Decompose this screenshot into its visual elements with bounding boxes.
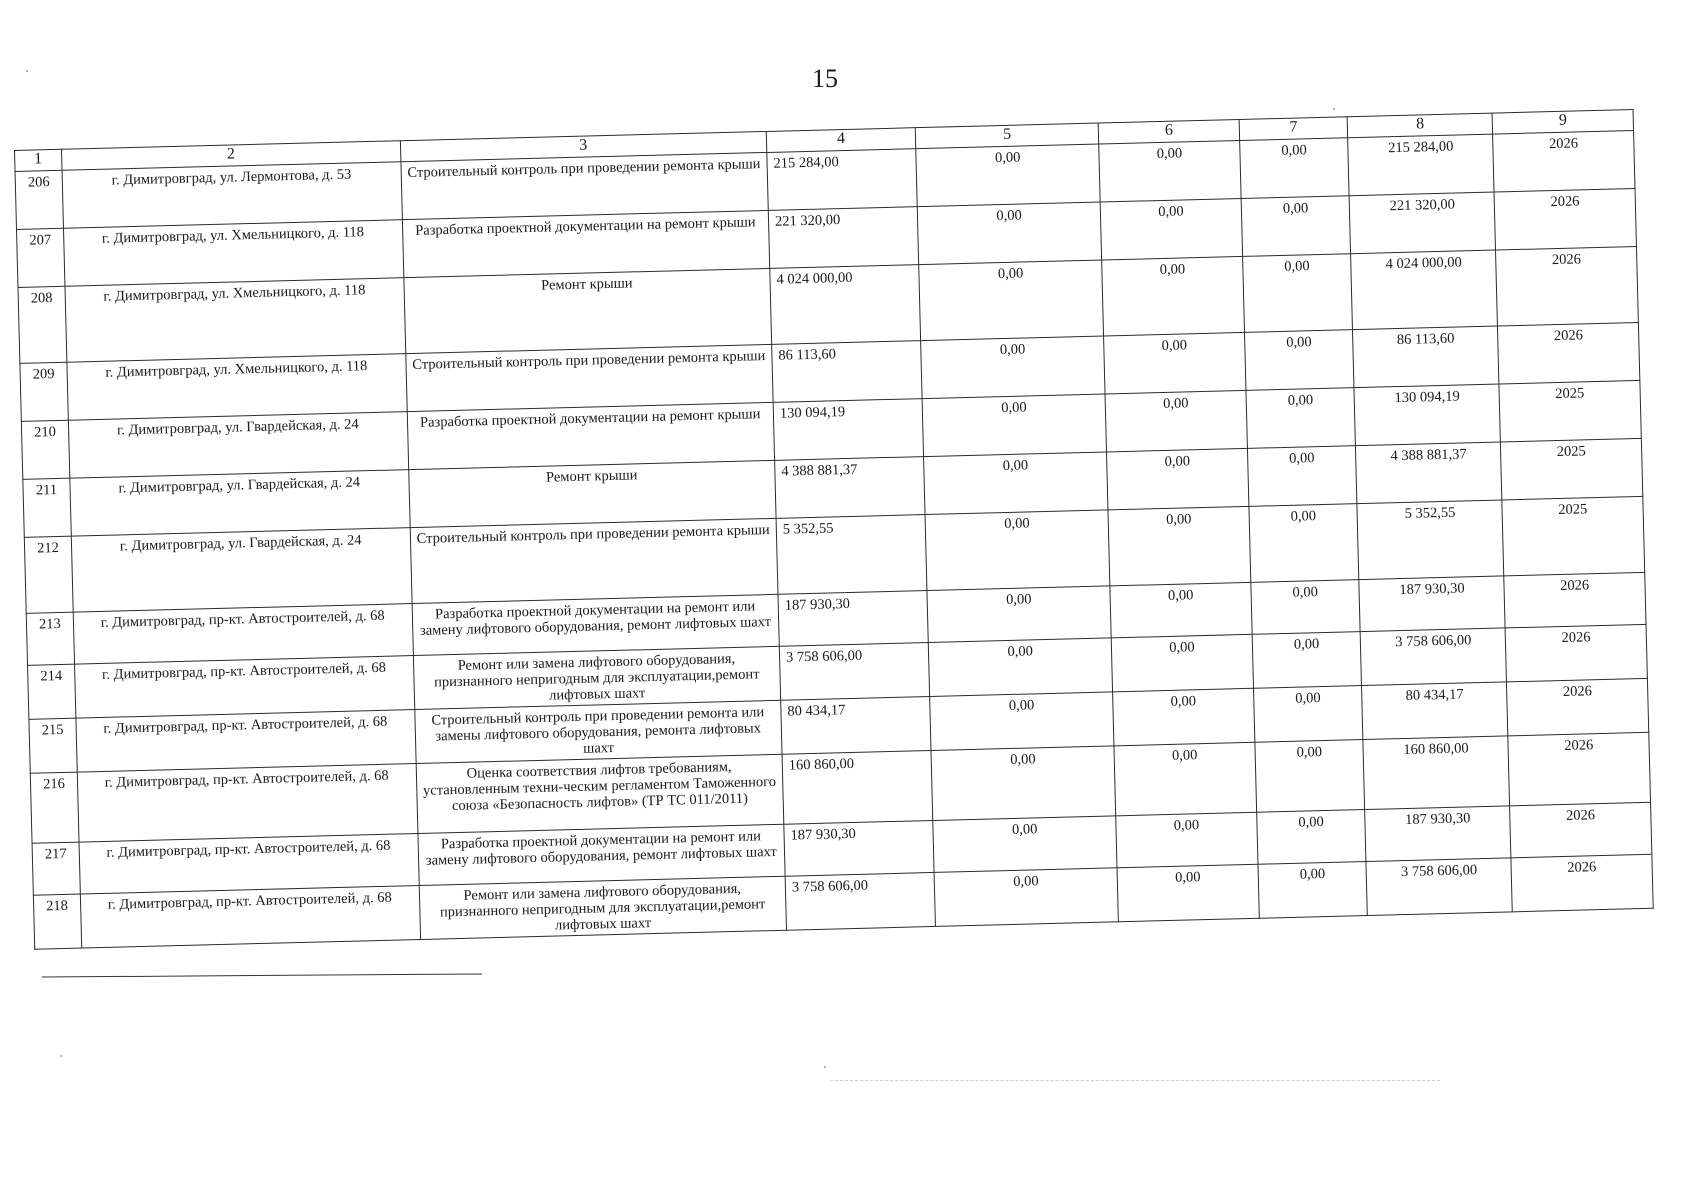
column-header: 7 [1239,117,1348,141]
column-header: 5 [915,123,1099,149]
amount-col7-cell: 0,00 [1246,388,1356,449]
amount-total-cell: 130 094,19 [773,399,924,461]
year-cell: 2026 [1510,802,1652,858]
year-cell: 2026 [1498,322,1640,384]
work-type-cell: Разработка проектной документации на ремонт или замену лифтового оборудования, ремонт лифтовых шахт [412,594,780,655]
amount-col8-cell: 130 094,19 [1354,384,1500,446]
amount-col5-cell: 0,00 [916,144,1101,207]
row-number: 213 [26,612,74,665]
row-number: 217 [32,842,80,895]
row-number: 210 [21,420,69,479]
amount-total-cell: 215 284,00 [767,149,918,211]
amount-total-cell: 3 758 606,00 [785,872,935,930]
address-cell: г. Димитровград, ул. Хмельницкого, д. 118 [63,220,403,287]
amount-col5-cell: 0,00 [924,452,1109,515]
scan-speck [824,1066,826,1068]
column-header: 9 [1492,110,1633,135]
amount-col6-cell: 0,00 [1116,812,1258,868]
address-cell: г. Димитровград, пр-кт. Автостроителей, д. 68 [74,656,414,719]
amount-col7-cell: 0,00 [1247,446,1357,507]
amount-total-cell: 3 758 606,00 [779,643,929,701]
work-type-cell: Ремонт или замена лифтового оборудования, признанного непригодным для эксплуатации,ремонт лифтовых шахт [419,876,787,939]
amount-col5-cell: 0,00 [919,260,1104,341]
amount-col8-cell: 4 024 000,00 [1351,250,1498,330]
amount-col6-cell: 0,00 [1100,198,1242,260]
amount-col6-cell: 0,00 [1102,256,1244,336]
row-number: 206 [15,170,63,229]
amount-total-cell: 221 320,00 [768,207,919,269]
amount-col5-cell: 0,00 [934,868,1118,927]
amount-col6-cell: 0,00 [1111,634,1253,692]
amount-total-cell: 160 860,00 [782,750,933,824]
work-type-cell: Ремонт крыши [403,268,771,353]
amount-col6-cell: 0,00 [1117,864,1259,922]
work-type-cell: Разработка проектной документации на ремонт крыши [402,210,770,277]
work-type-cell: Строительный контроль при проведении ремонта крыши [405,344,773,411]
amount-col6-cell: 0,00 [1107,448,1249,510]
amount-total-cell: 5 352,55 [776,515,927,595]
amount-col6-cell: 0,00 [1099,140,1241,202]
row-number: 216 [30,772,79,843]
amount-col7-cell: 0,00 [1239,138,1349,199]
amount-col7-cell: 0,00 [1242,254,1353,333]
work-type-cell: Разработка проектной документации на ремонт или замену лифтового оборудования, ремонт лифтовых шахт [417,824,785,885]
amount-total-cell: 187 930,30 [778,591,928,647]
amount-col7-cell: 0,00 [1253,686,1363,743]
amount-col7-cell: 0,00 [1257,810,1367,865]
amount-col5-cell: 0,00 [928,638,1112,697]
amount-col7-cell: 0,00 [1252,632,1362,689]
address-cell: г. Димитровград, пр-кт. Автостроителей, д. 68 [79,834,419,895]
work-type-cell: Оценка соответствия лифтов требованиям, установленным техни-ческим регламентом Таможенного союза «Безопасность лифтов» (ТР ТС 011/2011) [416,754,784,833]
amount-col8-cell: 3 758 606,00 [1366,858,1512,916]
amount-col8-cell: 80 434,17 [1362,682,1508,740]
repair-schedule-table [14,109,1654,950]
work-type-cell: Разработка проектной документации на ремонт крыши [407,402,775,469]
column-header: 4 [766,128,916,153]
amount-col8-cell: 221 320,00 [1350,192,1496,254]
amount-col5-cell: 0,00 [931,746,1116,821]
year-cell: 2025 [1499,380,1641,442]
work-type-cell: Строительный контроль при проведении ремонта крыши [410,518,778,603]
amount-col7-cell: 0,00 [1255,740,1365,813]
scan-artifact [830,1080,1440,1081]
row-number: 211 [23,478,71,537]
amount-col5-cell: 0,00 [930,692,1114,751]
year-cell: 2026 [1494,188,1636,250]
address-cell: г. Димитровград, пр-кт. Автостроителей, д. 68 [76,710,416,773]
row-number: 207 [17,228,65,287]
amount-col6-cell: 0,00 [1113,688,1255,746]
amount-col8-cell: 160 860,00 [1363,736,1510,810]
amount-col7-cell: 0,00 [1258,862,1368,919]
column-header: 6 [1098,119,1239,144]
column-header: 3 [400,131,767,161]
amount-col8-cell: 5 352,55 [1357,500,1504,580]
amount-total-cell: 86 113,60 [772,341,923,403]
year-cell: 2026 [1496,246,1639,326]
amount-col7-cell: 0,00 [1249,504,1360,583]
row-number: 208 [18,286,67,363]
address-cell: г. Димитровград, ул. Гвардейская, д. 24 [71,528,412,613]
work-type-cell: Ремонт или замена лифтового оборудования, признанного непригодным для эксплуатации,ремонт лифтовых шахт [413,646,781,709]
page-number: 15 [812,64,838,93]
row-number: 212 [24,536,73,613]
amount-total-cell: 4 388 881,37 [775,457,926,519]
row-number: 215 [29,718,77,773]
amount-col8-cell: 3 758 606,00 [1361,628,1507,686]
scan-speck [26,70,28,72]
address-cell: г. Димитровград, ул. Лермонтова, д. 53 [62,162,402,229]
column-header: 8 [1348,113,1493,138]
amount-col8-cell: 187 930,30 [1365,806,1511,862]
address-cell: г. Димитровград, ул. Гвардейская, д. 24 [68,412,408,479]
amount-col8-cell: 4 388 881,37 [1356,442,1502,504]
work-type-cell: Ремонт крыши [408,460,776,527]
amount-col7-cell: 0,00 [1241,196,1351,257]
row-number: 218 [33,894,81,949]
amount-col6-cell: 0,00 [1105,390,1247,452]
address-cell: г. Димитровград, пр-кт. Автостроителей, д. 68 [77,764,417,843]
table-sheet [14,109,1654,950]
row-number: 214 [28,664,76,719]
amount-total-cell: 80 434,17 [781,697,931,755]
work-type-cell: Строительный контроль при проведении ремонта или замены лифтового оборудования, ремонта лифтовых шахт [414,700,782,763]
amount-col7-cell: 0,00 [1251,580,1361,635]
amount-col6-cell: 0,00 [1114,742,1256,816]
amount-col8-cell: 187 930,30 [1359,576,1505,632]
amount-col5-cell: 0,00 [925,510,1110,591]
year-cell: 2026 [1507,678,1649,736]
address-cell: г. Димитровград, ул. Хмельницкого, д. 118 [65,278,406,363]
amount-col6-cell: 0,00 [1104,332,1246,394]
row-number: 209 [20,362,68,421]
amount-col5-cell: 0,00 [917,202,1102,265]
amount-col6-cell: 0,00 [1110,582,1252,638]
scan-speck [60,1055,62,1057]
year-cell: 2026 [1505,624,1647,682]
year-cell: 2026 [1504,572,1646,628]
year-cell: 2025 [1501,438,1643,500]
column-header: 2 [61,141,400,171]
amount-total-cell: 187 930,30 [784,820,934,876]
year-cell: 2026 [1493,131,1635,193]
year-cell: 2025 [1502,496,1645,576]
amount-col7-cell: 0,00 [1244,330,1354,391]
scan-speck [1333,108,1335,110]
year-cell: 2026 [1508,732,1650,806]
amount-col5-cell: 0,00 [933,816,1117,873]
amount-col8-cell: 215 284,00 [1348,134,1494,196]
address-cell: г. Димитровград, пр-кт. Автостроителей, д. 68 [80,885,420,948]
amount-total-cell: 4 024 000,00 [770,265,921,345]
amount-col5-cell: 0,00 [927,586,1111,643]
amount-col5-cell: 0,00 [921,336,1106,399]
amount-col5-cell: 0,00 [922,394,1107,457]
year-cell: 2026 [1511,854,1653,912]
column-header: 1 [15,149,62,171]
address-cell: г. Димитровград, ул. Хмельницкого, д. 118 [67,354,407,421]
amount-col8-cell: 86 113,60 [1353,326,1499,388]
address-cell: г. Димитровград, ул. Гвардейская, д. 24 [70,470,410,537]
work-type-cell: Строительный контроль при проведении ремонта крыши [400,152,768,219]
amount-col6-cell: 0,00 [1108,506,1250,586]
bottom-rule [42,973,482,977]
address-cell: г. Димитровград, пр-кт. Автостроителей, д. 68 [73,604,413,665]
